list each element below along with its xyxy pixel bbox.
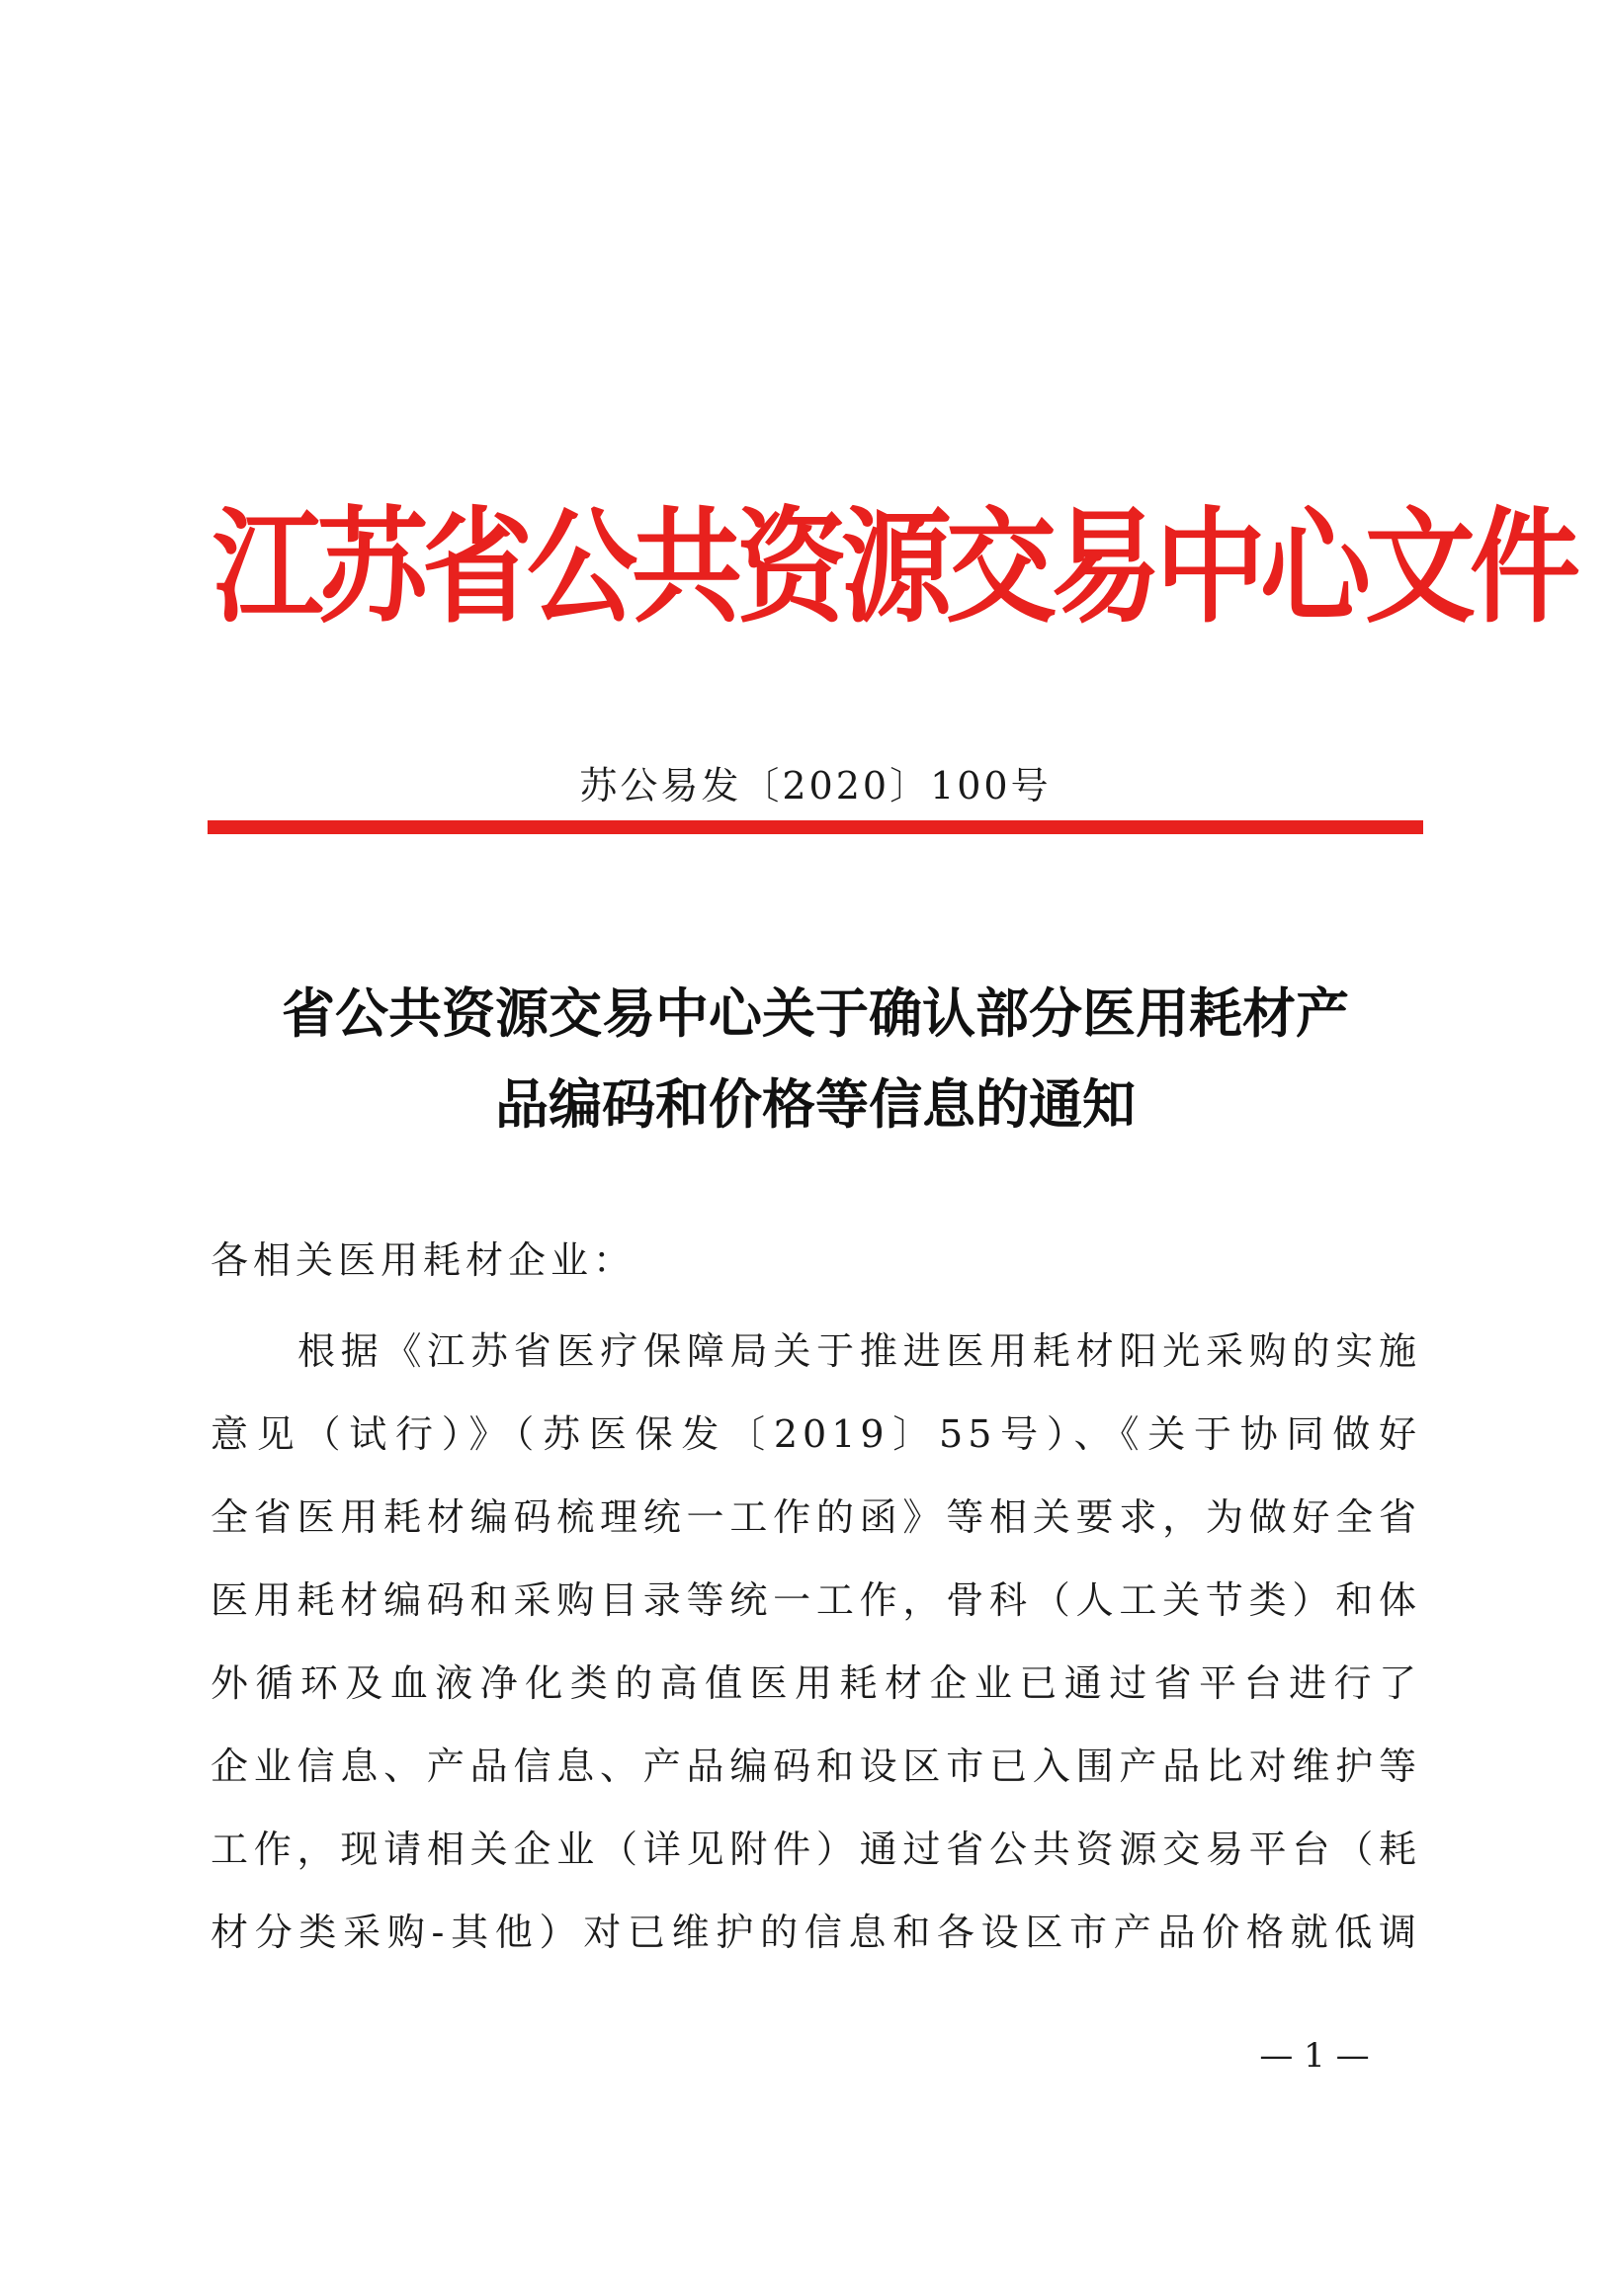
body-line: 外循环及血液净化类的高值医用耗材企业已通过省平台进行了 xyxy=(211,1661,1421,1705)
body-paragraph xyxy=(211,1310,1426,1974)
title-line-1: 省公共资源交易中心关于确认部分医用耗材产 xyxy=(282,982,1349,1045)
body-line: 全省医用耗材编码梳理统一工作的函》等相关要求，为做好全省 xyxy=(211,1495,1421,1539)
document-title xyxy=(208,969,1423,1150)
salutation: 各相关医用耗材企业： xyxy=(211,1238,636,1282)
red-divider-rule xyxy=(208,820,1423,834)
body-line: 根据《江苏省医疗保障局关于推进医用耗材阳光采购的实施 xyxy=(297,1329,1421,1373)
body-line: 医用耗材编码和采购目录等统一工作，骨科（人工关节类）和体 xyxy=(211,1578,1421,1622)
document-number: 苏公易发〔2020〕100号 xyxy=(579,764,1052,808)
body-line: 工作，现请相关企业（详见附件）通过省公共资源交易平台（耗 xyxy=(211,1828,1421,1871)
body-line: 企业信息、产品信息、产品编码和设区市已入围产品比对维护等 xyxy=(211,1744,1421,1788)
body-line: 材分类采购-其他）对已维护的信息和各设区市产品价格就低调 xyxy=(211,1911,1421,1954)
page-number: — 1 — xyxy=(1259,2036,1370,2076)
body-line: 意见（试行）》（苏医保发〔2019〕55号）、《关于协同做好 xyxy=(211,1412,1421,1456)
title-line-2: 品编码和价格等信息的通知 xyxy=(495,1073,1136,1136)
document-masthead: 江苏省公共资源交易中心文件 xyxy=(212,496,1574,640)
